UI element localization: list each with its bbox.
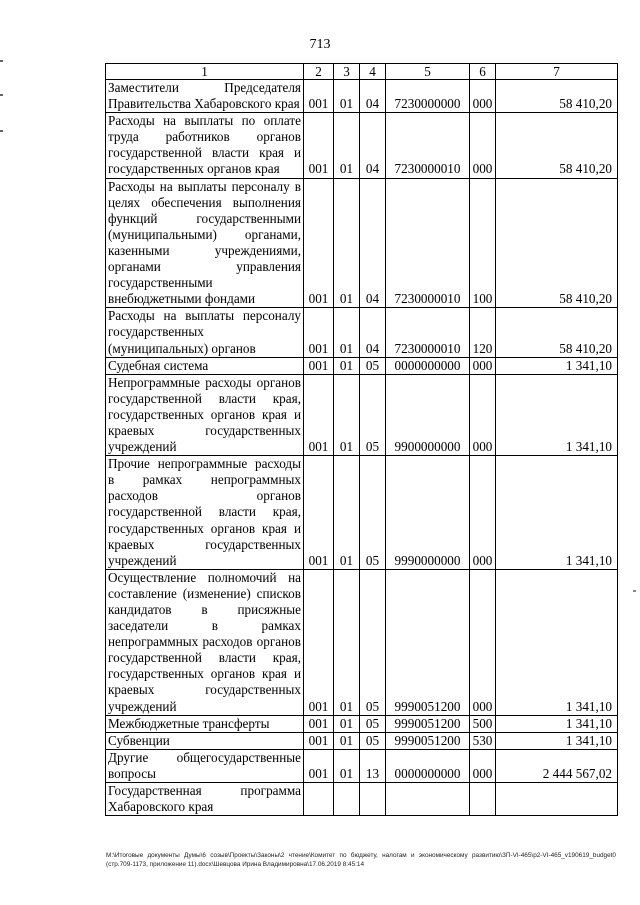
row-name: Межбюджетные трансферты <box>106 715 304 732</box>
row-code: 001 <box>304 113 334 178</box>
row-target: 9990051200 <box>386 732 470 749</box>
row-target: 9990000000 <box>386 456 470 570</box>
table-row <box>106 569 618 715</box>
row-name: Расходы на выплаты по оплате труда работников органов государственной власти края и государственных органов края <box>106 113 304 178</box>
row-name: Расходы на выплаты персоналу государственных (муниципальных) органов <box>106 308 304 357</box>
table-row <box>106 308 618 357</box>
row-type: 000 <box>470 374 496 455</box>
row-section: 01 <box>334 569 360 715</box>
row-type: 000 <box>470 569 496 715</box>
row-amount: 2 444 567,02 <box>496 749 618 782</box>
scan-mark <box>0 94 3 96</box>
row-name: Судебная система <box>106 357 304 374</box>
row-name: Расходы на выплаты персоналу в целях обеспечения выполнения функций государственными (муниципальными) органами, казенными учреждениями, органами управления государственными внебюджетными фондами <box>106 178 304 308</box>
row-target: 9990051200 <box>386 715 470 732</box>
header-cell: 4 <box>360 64 386 80</box>
row-target: 7230000000 <box>386 80 470 113</box>
row-name: Субвенции <box>106 732 304 749</box>
row-section: 01 <box>334 80 360 113</box>
table-row <box>106 749 618 782</box>
row-code: 001 <box>304 80 334 113</box>
table-row <box>106 456 618 570</box>
row-amount: 1 341,10 <box>496 715 618 732</box>
row-name: Непрограммные расходы органов государственной власти края, государственных органов края и краевых государственных учреждений <box>106 374 304 455</box>
scan-mark <box>633 590 636 592</box>
row-name: Заместители Председателя Правительства Хабаровского края <box>106 80 304 113</box>
table-row <box>106 715 618 732</box>
table-row <box>106 113 618 178</box>
header-cell: 1 <box>106 64 304 80</box>
header-cell: 3 <box>334 64 360 80</box>
row-subsection: 13 <box>360 749 386 782</box>
row-section: 01 <box>334 357 360 374</box>
table-row <box>106 80 618 113</box>
row-type: 000 <box>470 113 496 178</box>
row-section: 01 <box>334 113 360 178</box>
header-cell: 6 <box>470 64 496 80</box>
budget-table <box>105 63 618 816</box>
row-target: 9990051200 <box>386 569 470 715</box>
row-name: Осуществление полномочий на составление (изменение) списков кандидатов в присяжные заседатели в рамках непрограммных расходов органов государственной власти края, государственных органов края и краевых государственных учреждений <box>106 569 304 715</box>
scan-mark <box>0 60 3 62</box>
row-subsection: 05 <box>360 715 386 732</box>
row-target: 7230000010 <box>386 308 470 357</box>
row-subsection: 04 <box>360 113 386 178</box>
table-row <box>106 374 618 455</box>
row-type <box>470 783 496 816</box>
table-header-row <box>106 64 618 80</box>
row-target: 0000000000 <box>386 357 470 374</box>
table-row <box>106 732 618 749</box>
row-type: 000 <box>470 456 496 570</box>
header-cell: 2 <box>304 64 334 80</box>
row-amount <box>496 783 618 816</box>
row-type: 000 <box>470 749 496 782</box>
row-amount: 1 341,10 <box>496 357 618 374</box>
header-cell: 5 <box>386 64 470 80</box>
row-code: 001 <box>304 715 334 732</box>
row-amount: 1 341,10 <box>496 456 618 570</box>
table-row <box>106 783 618 816</box>
row-subsection <box>360 783 386 816</box>
row-subsection: 05 <box>360 357 386 374</box>
scan-mark <box>0 130 3 132</box>
document-path-footer: M:\Итоговые документы Думы\6 созыв\Проекты\Законы\2 чтение\Комитет по бюджету, налогам и экономическому развитию\ЗП-VI-465\р2-VI-465_v190619_budget0 (стр.709-1173, приложение 11).docx\Шевцова Ирина Владимировна\17.06.2019 8:45:14 <box>106 852 616 868</box>
row-code: 001 <box>304 456 334 570</box>
row-section: 01 <box>334 374 360 455</box>
row-name: Другие общегосударственные вопросы <box>106 749 304 782</box>
row-code: 001 <box>304 374 334 455</box>
row-section: 01 <box>334 308 360 357</box>
row-amount: 58 410,20 <box>496 80 618 113</box>
row-section: 01 <box>334 732 360 749</box>
row-target: 0000000000 <box>386 749 470 782</box>
page-number: 713 <box>309 37 331 52</box>
row-section <box>334 783 360 816</box>
row-code: 001 <box>304 308 334 357</box>
row-section: 01 <box>334 178 360 308</box>
row-code: 001 <box>304 749 334 782</box>
row-amount: 58 410,20 <box>496 178 618 308</box>
row-code: 001 <box>304 178 334 308</box>
row-target: 9900000000 <box>386 374 470 455</box>
row-subsection: 05 <box>360 456 386 570</box>
row-type: 000 <box>470 357 496 374</box>
row-target: 7230000010 <box>386 178 470 308</box>
row-name: Прочие непрограммные расходы в рамках непрограммных расходов органов государственной власти края, государственных органов края и краевых государственных учреждений <box>106 456 304 570</box>
row-type: 120 <box>470 308 496 357</box>
row-subsection: 05 <box>360 569 386 715</box>
row-subsection: 05 <box>360 374 386 455</box>
row-name: Государственная программа Хабаровского края <box>106 783 304 816</box>
row-amount: 1 341,10 <box>496 732 618 749</box>
row-section: 01 <box>334 456 360 570</box>
header-cell: 7 <box>496 64 618 80</box>
table-row <box>106 357 618 374</box>
row-code <box>304 783 334 816</box>
row-amount: 1 341,10 <box>496 374 618 455</box>
row-subsection: 05 <box>360 732 386 749</box>
row-code: 001 <box>304 732 334 749</box>
row-code: 001 <box>304 569 334 715</box>
row-amount: 58 410,20 <box>496 113 618 178</box>
row-amount: 58 410,20 <box>496 308 618 357</box>
row-type: 000 <box>470 80 496 113</box>
row-section: 01 <box>334 715 360 732</box>
row-type: 500 <box>470 715 496 732</box>
row-type: 100 <box>470 178 496 308</box>
row-subsection: 04 <box>360 178 386 308</box>
row-target: 7230000010 <box>386 113 470 178</box>
row-subsection: 04 <box>360 308 386 357</box>
row-target <box>386 783 470 816</box>
row-type: 530 <box>470 732 496 749</box>
table-row <box>106 178 618 308</box>
row-code: 001 <box>304 357 334 374</box>
row-section: 01 <box>334 749 360 782</box>
row-amount: 1 341,10 <box>496 569 618 715</box>
row-subsection: 04 <box>360 80 386 113</box>
